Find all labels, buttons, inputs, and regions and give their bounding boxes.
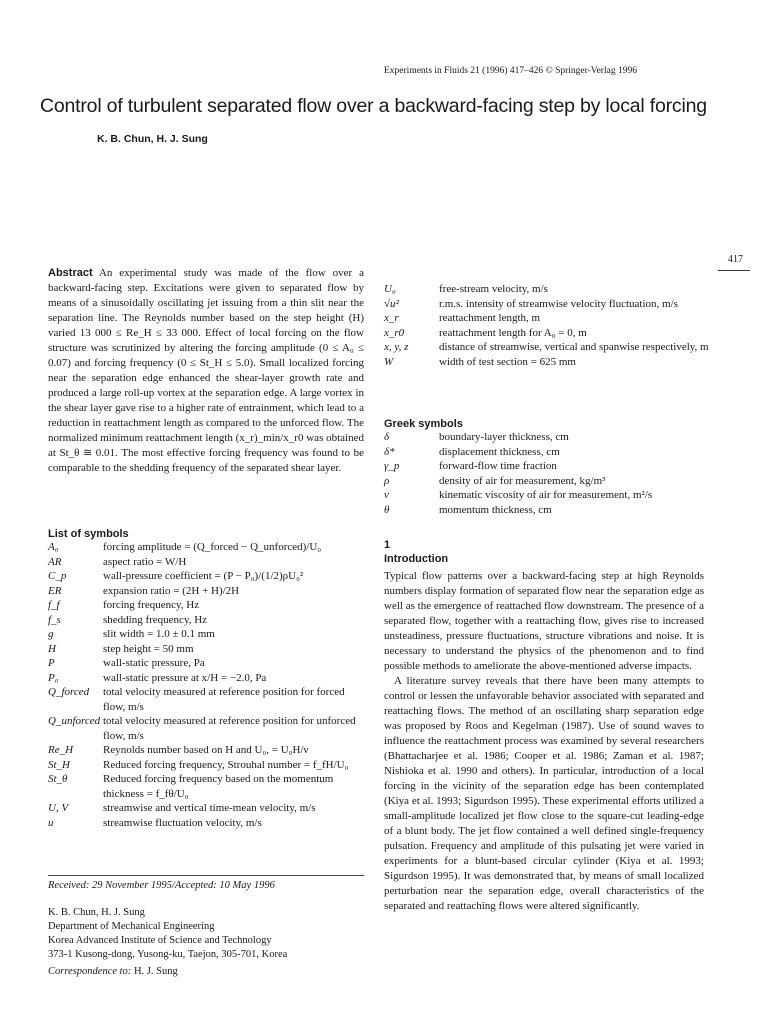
symbol-definition: kinematic viscosity of air for measurement, m²/s [439,489,653,501]
symbol: δ [384,431,390,443]
symbol: Re_H [48,744,74,756]
correspondence-name: H. J. Sung [133,966,178,977]
greek-rows [384,430,734,517]
abstract-text: An experimental study was made of the flow over a backward-facing step. Excitations were given to separated flow by means of a sinusoidally oscillating jet issuing from a thin slit near the separation line. The Reynolds number based on the step height (H) varied 13 000 ≤ Re_H ≤ 33 000. Effect of local forcing on the flow structure was scrutinized by altering the forcing amplitude (0 ≤ A₀ ≤ 0.07) and forcing frequency (0 ≤ St_H ≤ 5.0). Small localized forcing near the separation edge enhanced the shear-layer growth rate and produced a large roll-up vortex at the separation edge. A large vortex in the shear layer gave rise to a higher rate of entrainment, which lead to a reduction in reattachment length as compared to the unforced flow. The normalized minimum reattachment length (x_r)_min/x_r0 was obtained at St_θ ≅ 0.01. The most effective forcing frequency was found to be comparable to the shedding frequency of the separated shear layer. [48,267,364,474]
symbol: Q_unforced [48,715,101,727]
symbol-row [48,627,368,642]
article-authors: K. B. Chun, H. J. Sung [97,133,208,145]
symbol-definition: r.m.s. intensity of streamwise velocity fluctuation, m/s [439,297,678,310]
symbol-definition: streamwise fluctuation velocity, m/s [103,816,262,829]
symbol-definition: total velocity measured at reference position for unforced flow, m/s [103,715,356,742]
symbol-row [48,555,368,570]
symbol-row [384,430,734,445]
symbol-row [48,772,368,801]
symbol: θ [384,503,390,516]
symbol-definition: Reduced forcing frequency based on the momentum thickness = f_fθ/U₀ [103,773,334,800]
symbol-list [48,528,368,830]
symbol: U₀ [384,283,396,295]
intro-paragraph-1: Typical flow patterns over a backward-facing step at high Reynolds numbers display formation of separated flow near the separation edge as well as the emergence of reattached flow downstream. The presence of a separated flow, together with a reattaching flow, gives rise to increased unsteadiness, pressure fluctuations, structure vibrations and noise. It is necessary to understand the physics of the phenomenon and to find possible methods to ameliorate the above-mentioned adverse impacts. [384,570,704,672]
symbol-row [48,685,368,714]
symbol-row [384,355,734,370]
symbol-definition: forcing amplitude = (Q_forced − Q_unforced)/U₀ [103,541,322,553]
received-dates: Received: 29 November 1995/Accepted: 10 May 1996 [48,880,275,891]
introduction-body [384,569,704,914]
article-title: Control of turbulent separated flow over a backward-facing step by local forcing [40,95,707,117]
symbol: H [48,642,56,655]
symbol: √u² [384,297,399,310]
symbol-row [384,297,734,312]
symbol: P₀ [48,671,59,684]
symbol: f_s [48,613,61,626]
correspondence-label: Correspondence to: [48,966,132,977]
symbol-definition: boundary-layer thickness, cm [439,431,569,443]
symbol-row [384,474,734,489]
symbol-rows [48,540,368,830]
symbol-definition: streamwise and vertical time-mean velocity, m/s [103,802,316,814]
symbol-definition: distance of streamwise, vertical and spanwise respectively, m [439,341,709,353]
symbol-definition: reattachment length, m [439,312,541,324]
symbol-definition: step height = 50 mm [103,642,194,655]
symbol-row [384,503,734,518]
greek-symbol-list [384,418,734,517]
symbol-row [48,584,368,599]
symbol-row [48,816,368,831]
symbol: ρ [384,474,390,487]
symbol: δ* [384,445,395,458]
symbol-row [48,801,368,816]
symbol-row [48,671,368,686]
symbol: Q_forced [48,686,90,698]
symbol-definition: Reduced forcing frequency, Strouhal number = f_fH/U₀ [103,758,349,771]
symbol-definition: wall-pressure coefficient = (P − P₀)/(1/2)ρU₀² [103,570,304,582]
symbol-definition: wall-static pressure, Pa [103,657,205,669]
symbol: g [48,628,54,640]
affiliation-department: Department of Mechanical Engineering [48,921,215,932]
symbol-row [384,311,734,326]
abstract-label: Abstract [48,267,93,279]
footer-rule [48,875,364,876]
page-number-rule [718,270,750,271]
symbol: γ_p [384,460,400,472]
symbol-row [48,569,368,584]
symbol-definition: expansion ratio = (2H + H)/2H [103,584,240,597]
symbol-definition: forcing frequency, Hz [103,599,200,611]
symbol: C_p [48,570,67,582]
symbol-row [48,613,368,628]
symbol: P [48,657,55,669]
affiliation [48,906,287,962]
symbol: ER [48,584,62,597]
symbol: W [384,355,394,368]
symbol-definition: wall-static pressure at x/H = −2.0, Pa [103,671,267,684]
symbol-definition: displacement thickness, cm [439,445,560,458]
intro-paragraph-2: A literature survey reveals that there have been many attempts to control or lessen the unfavorable behavior associated with separated and reattaching flows. The method of an oscillating sharp separation edge was proposed by Roos and Kegelman (1987). Use of sound waves to influence the reattachment process was examined by several researchers (Bhattacharjee et al. 1986; Cooper et al. 1986; Zaman et al. 1987; Nishioka et al. 1990 and others). In particular, introduction of a local forcing in the vicinity of the separation edge has been contemplated (Kiya et al. 1993; Sigurdson 1995). These experimental efforts utilized a small-amplitude localized jet flow close to the square-cut leading-edge of a blunt body. The jet flow contained a well defined single-frequency pulsation. Frequency and amplitude of this pulsating jet were varied in experiments for a blunt-based circular cylinder (Kiya et al. 1993; Sigurdson 1995). It was demonstrated that, by means of small localized perturbation near the separation edge, overall characteristics of the separated and reattaching flows were altered significantly. [384,675,704,912]
symbol-row [48,598,368,613]
symbol-row [384,445,734,460]
correspondence [48,966,178,977]
symbol: St_H [48,758,70,771]
symbol: x, y, z [384,341,409,353]
symbol: ν [384,489,389,501]
symbol-row [48,714,368,743]
symbol-definition: free-stream velocity, m/s [439,283,548,295]
symbol: f_f [48,599,60,611]
symbol-row [384,340,734,355]
symbol-row [48,642,368,657]
symbol: U, V [48,802,69,814]
symbol-row [384,282,734,297]
symbol-definition: density of air for measurement, kg/m³ [439,474,606,487]
greek-heading: Greek symbols [384,418,463,430]
symbol-row [48,743,368,758]
symbol: u [48,816,54,829]
symbol-definition: momentum thickness, cm [439,503,552,516]
symbol-list-heading: List of symbols [48,528,129,540]
page-number: 417 [728,254,743,265]
symbol-definition: total velocity measured at reference position for forced flow, m/s [103,686,345,713]
abstract [48,266,364,476]
symbol-row [48,656,368,671]
symbol-definition: width of test section = 625 mm [439,355,576,368]
symbol-row [384,459,734,474]
symbol-definition: Reynolds number based on H and U₀, = U₀H/ν [103,744,309,756]
section-title: Introduction [384,553,449,565]
journal-citation: Experiments in Fluids 21 (1996) 417–426 © Springer-Verlag 1996 [384,66,637,76]
affiliation-address: 373-1 Kusong-dong, Yusong-ku, Taejon, 305-701, Korea [48,949,288,960]
symbol-definition: shedding frequency, Hz [103,613,208,626]
affiliation-institute: Korea Advanced Institute of Science and Technology [48,935,272,946]
symbol: St_θ [48,773,68,785]
affiliation-names: K. B. Chun, H. J. Sung [48,907,145,918]
symbol-definition: aspect ratio = W/H [103,555,187,568]
symbol-definition: slit width = 1.0 ± 0.1 mm [103,628,215,640]
symbol-row [384,326,734,341]
symbol-row [48,758,368,773]
symbol: AR [48,555,62,568]
symbol-definition: reattachment length for A₀ = 0, m [439,326,587,339]
symbol-definition: forward-flow time fraction [439,460,557,472]
symbol-row [48,540,368,555]
symbol-list-continued [384,282,734,369]
symbol: x_r0 [384,326,405,339]
symbol: A₀ [48,541,59,553]
symbol-row [384,488,734,503]
symbol: x_r [384,312,399,324]
section-number: 1 [384,539,391,551]
